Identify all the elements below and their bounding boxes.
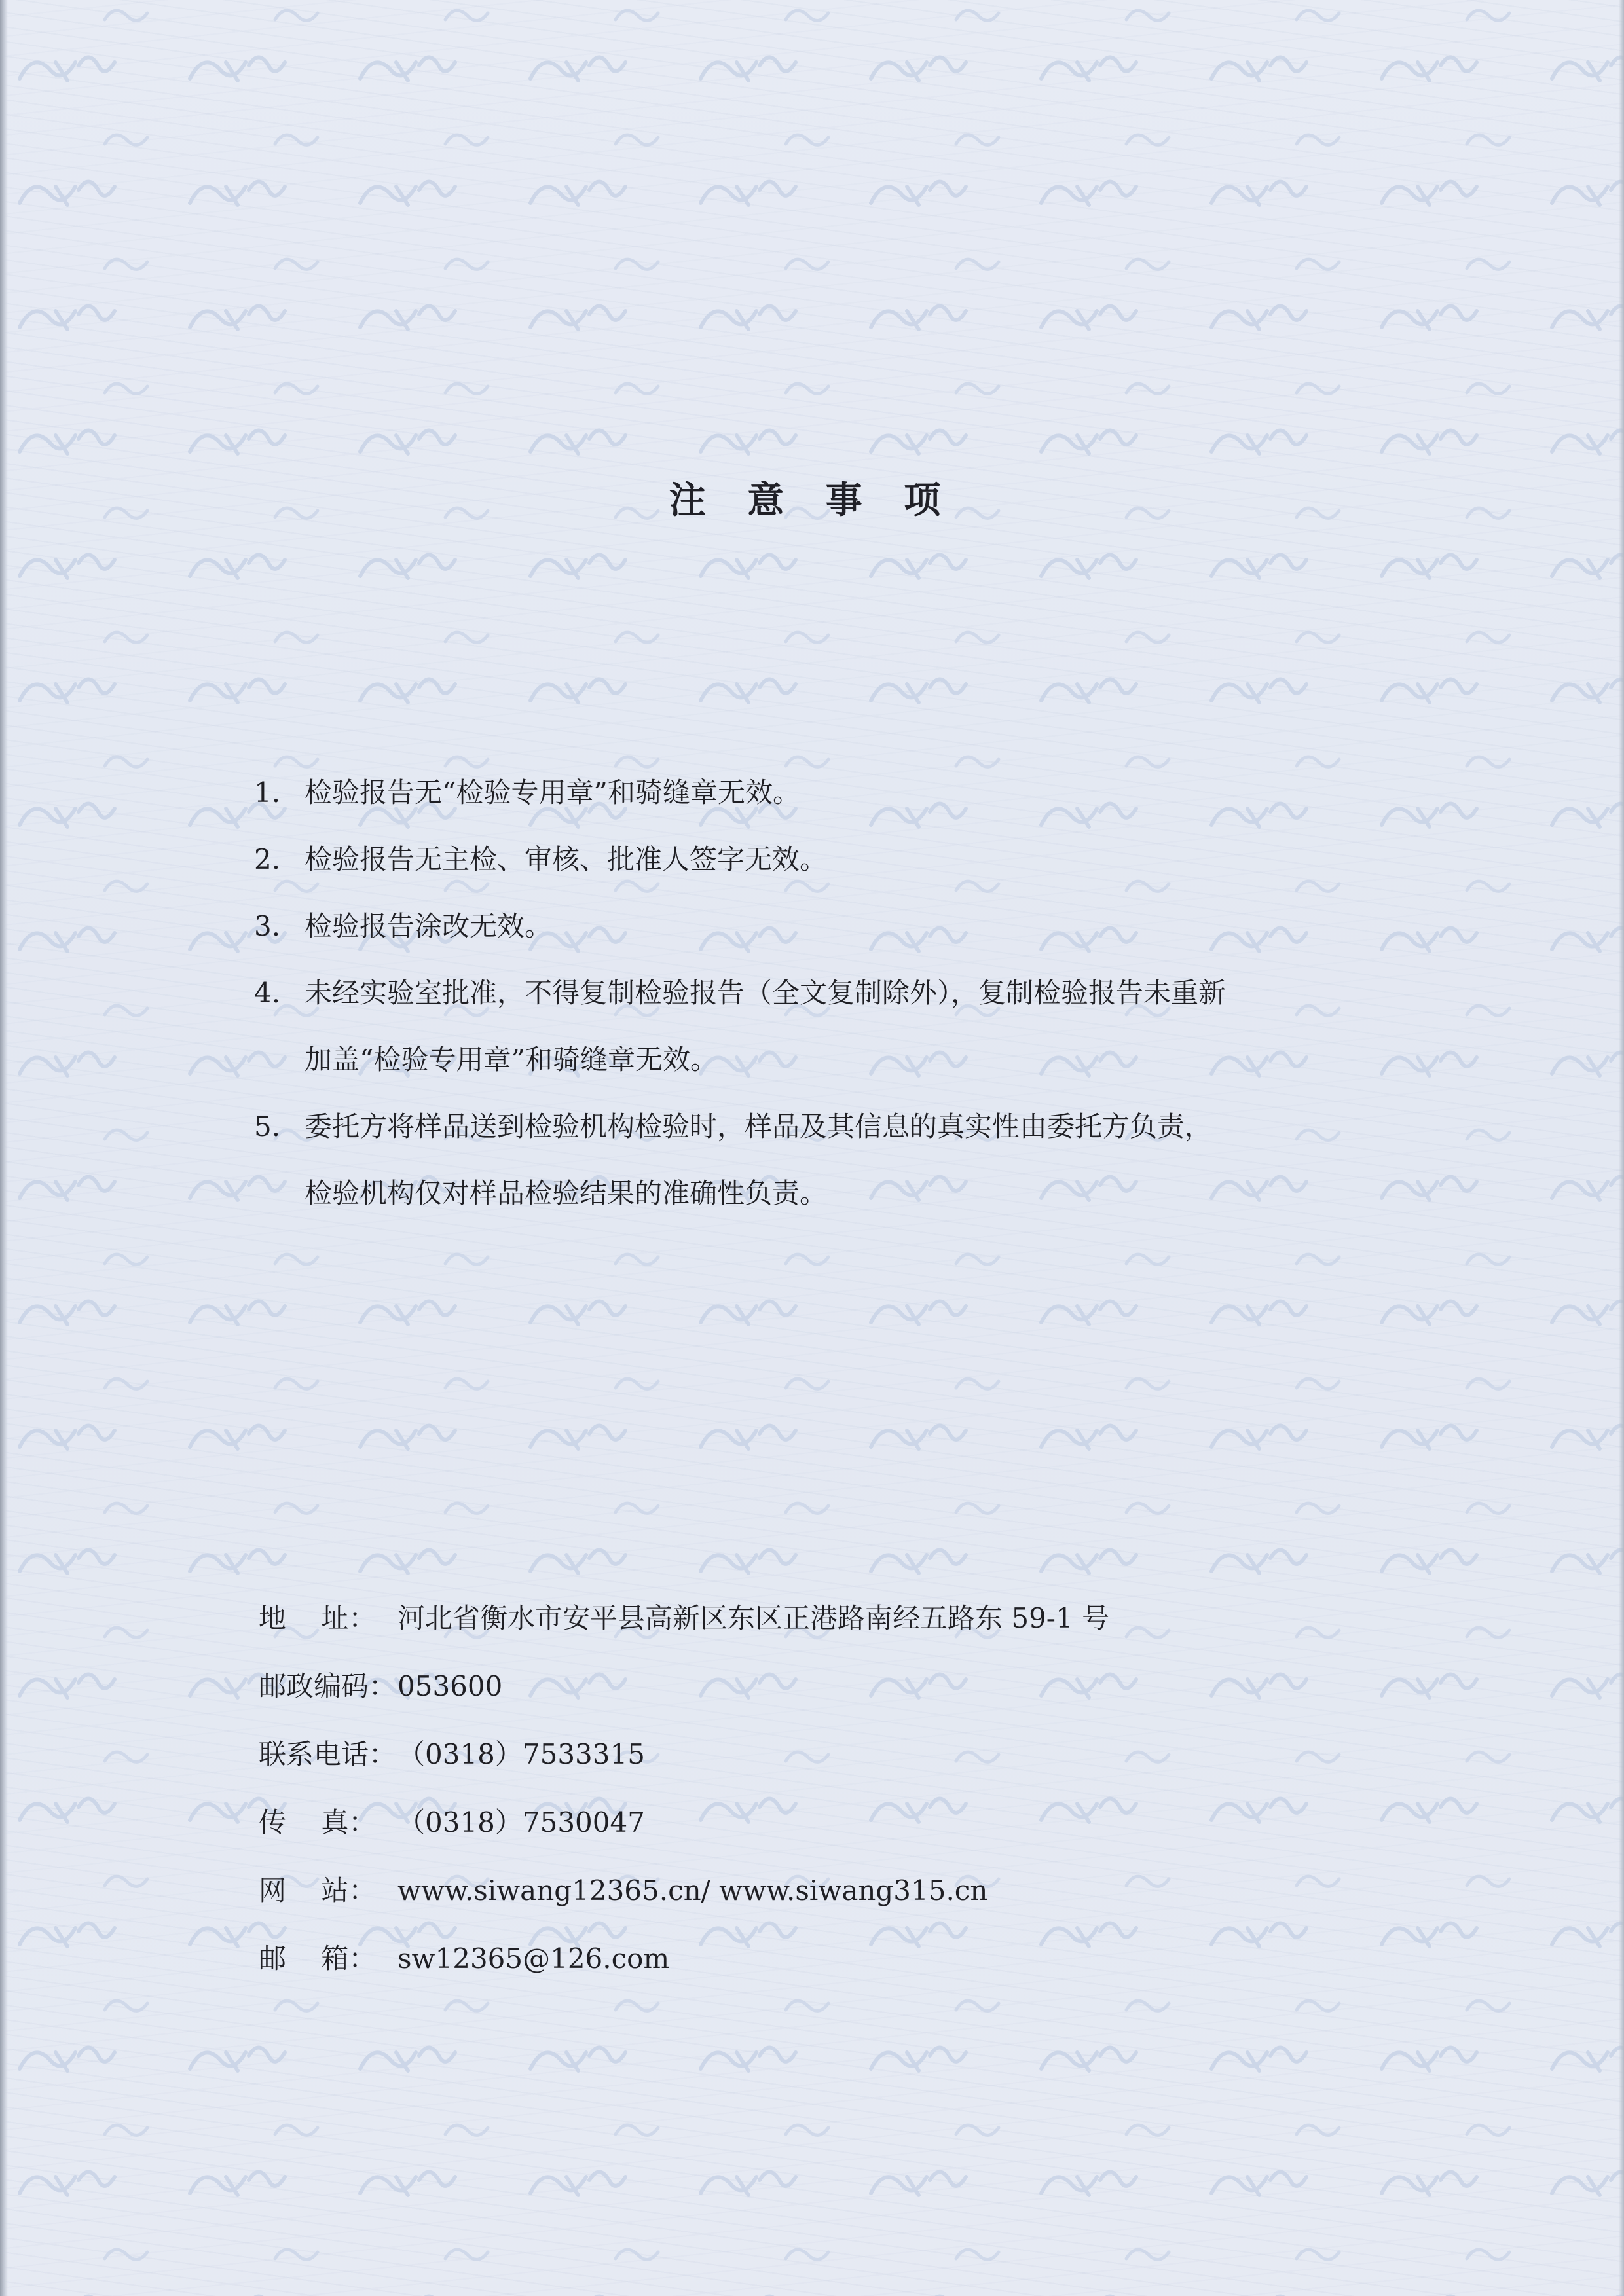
note-item (254, 826, 1393, 893)
page-title: 注 意 事 项 (669, 479, 955, 522)
note-number: 5. (254, 1110, 281, 1142)
fax-label: 传 真： (259, 1806, 377, 1838)
fax-row (259, 1789, 1372, 1857)
address-row (259, 1584, 1372, 1652)
website-row (259, 1857, 1372, 1925)
phone-value: （0318）7533315 (397, 1738, 645, 1770)
phone-label: 联系电话： (259, 1738, 397, 1770)
address-value: 河北省衡水市安平县高新区东区正港路南经五路东 59-1 号 (397, 1602, 1110, 1634)
fax-value: （0318）7530047 (397, 1806, 645, 1838)
website-value: www.siwang12365.cn/ www.siwang315.cn (397, 1874, 988, 1906)
note-text: 委托方将样品送到检验机构检验时，样品及其信息的真实性由委托方负责， (304, 1110, 1213, 1142)
postcode-row (259, 1652, 1372, 1721)
note-item (254, 960, 1393, 1093)
note-number: 3. (254, 910, 281, 942)
address-label: 地 址： (259, 1602, 377, 1634)
note-item (254, 893, 1393, 960)
phone-row (259, 1721, 1372, 1789)
note-text: 检验报告无主检、审核、批准人签字无效。 (304, 843, 828, 875)
note-text: 检验报告涂改无效。 (304, 910, 553, 942)
note-number: 4. (254, 977, 281, 1009)
postcode-value: 053600 (397, 1670, 503, 1702)
email-label: 邮 箱： (259, 1942, 377, 1975)
note-text: 检验报告无“检验专用章”和骑缝章无效。 (304, 776, 800, 809)
note-text-continued: 检验机构仅对样品检验结果的准确性负责。 (304, 1177, 828, 1209)
postcode-label: 邮政编码： (259, 1670, 397, 1702)
scan-edge-shadow-right (1619, 0, 1624, 2296)
contact-info (259, 1584, 1372, 1993)
scan-edge-shadow (0, 0, 8, 2296)
note-item (254, 759, 1393, 826)
email-value: sw12365@126.com (397, 1942, 670, 1975)
note-item (254, 1093, 1393, 1227)
note-number: 2. (254, 843, 281, 875)
notes-list (254, 759, 1393, 1227)
note-text-continued: 加盖“检验专用章”和骑缝章无效。 (304, 1044, 718, 1076)
note-number: 1. (254, 776, 281, 809)
email-row (259, 1925, 1372, 1993)
note-text: 未经实验室批准，不得复制检验报告（全文复制除外），复制检验报告未重新 (304, 977, 1227, 1009)
website-label: 网 站： (259, 1874, 377, 1906)
